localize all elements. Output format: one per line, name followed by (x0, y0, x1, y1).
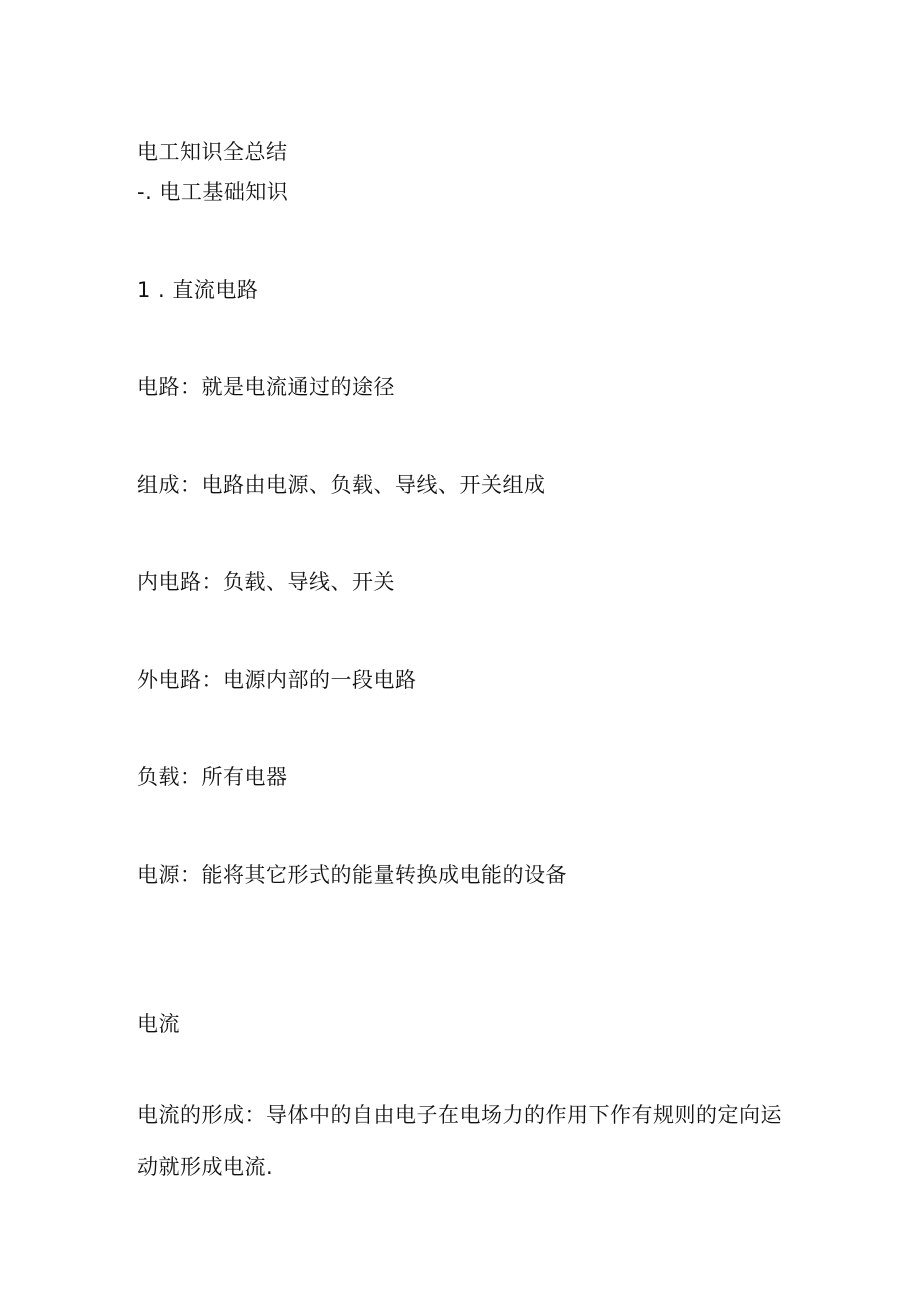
current-heading: 电流 (137, 1012, 180, 1036)
definition-line: 外电路：电源内部的一段电路 (137, 668, 417, 692)
current-formation-paragraph: 电流的形成：导体中的自由电子在电场力的作用下作有规则的定向运动就形成电流. (137, 1103, 782, 1179)
definition-line: 负载：所有电器 (137, 765, 288, 789)
subsection-heading: 1 . 直流电路 (137, 278, 259, 302)
definition-line: 组成：电路由电源、负载、导线、开关组成 (137, 473, 546, 497)
definition-line: 电源：能将其它形式的能量转换成电能的设备 (137, 863, 567, 887)
definition-line: 电路：就是电流通过的途径 (137, 375, 395, 399)
definition-line: 内电路：负载、导线、开关 (137, 570, 395, 594)
section-heading: -. 电工基础知识 (137, 180, 289, 204)
document-title: 电工知识全总结 (137, 140, 288, 164)
